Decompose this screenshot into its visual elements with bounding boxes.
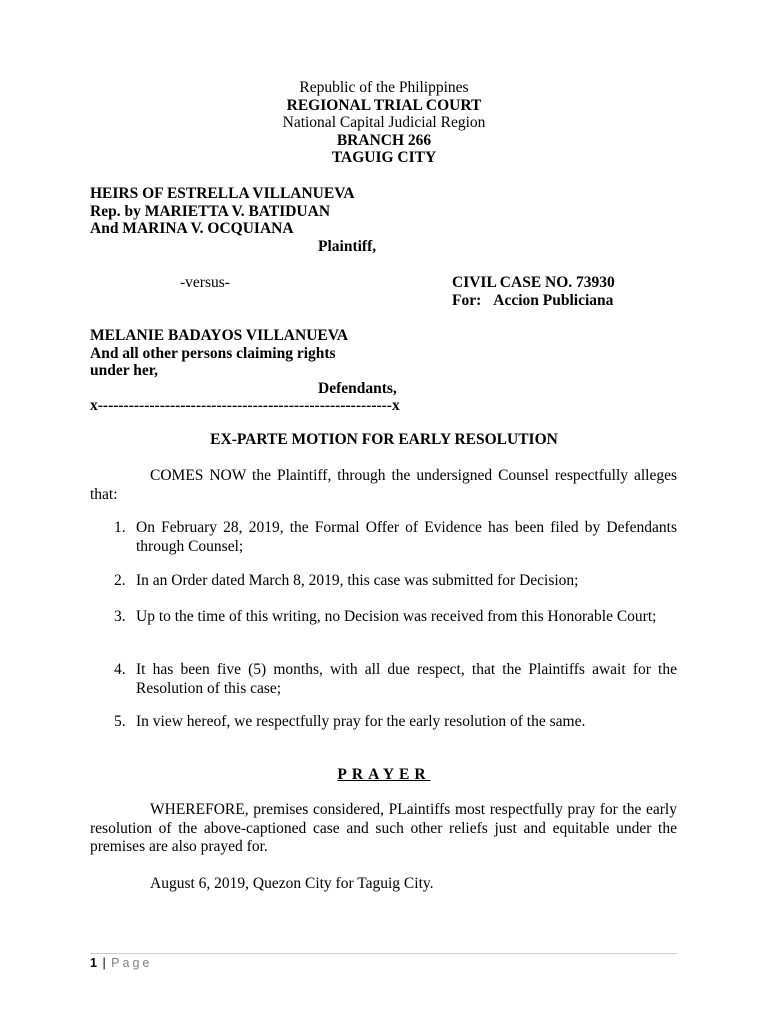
caption-separator: x---------------------------------------------------------x (90, 397, 400, 414)
defendant-role: Defendants, (318, 380, 397, 397)
footer-divider (90, 953, 677, 954)
item-number: 1. (114, 519, 126, 536)
prayer-heading: PRAYER (337, 766, 431, 783)
list-item (114, 713, 677, 732)
list-item (114, 608, 677, 627)
case-for-label: For: (452, 291, 482, 309)
case-number: CIVIL CASE NO. 73930 (452, 274, 615, 291)
item-number: 4. (114, 661, 126, 678)
item-number: 2. (114, 572, 126, 589)
city: TAGUIG CITY (331, 149, 437, 166)
judicial-region: National Capital Judicial Region (282, 114, 486, 131)
defendant-line-2: And all other persons claiming rights (90, 344, 336, 362)
case-for (452, 292, 615, 310)
defendant-block (90, 327, 348, 380)
plaintiff-block (90, 185, 355, 238)
case-info (452, 274, 615, 309)
plaintiff-line-1: HEIRS OF ESTRELLA VILLANUEVA (90, 185, 355, 202)
date-place-line: August 6, 2019, Quezon City for Taguig City. (150, 875, 434, 892)
court-header (0, 79, 768, 167)
item-text: Up to the time of this writing, no Decision was received from this Honorable Court; (136, 608, 657, 625)
list-item (114, 572, 677, 591)
item-number: 3. (114, 608, 126, 625)
item-number: 5. (114, 713, 126, 730)
page-word: Page (111, 956, 153, 970)
defendant-line-1: MELANIE BADAYOS VILLANUEVA (90, 327, 349, 344)
court-name: REGIONAL TRIAL COURT (286, 96, 482, 114)
branch: BRANCH 266 (336, 131, 432, 149)
list-item (114, 661, 677, 698)
republic-line: Republic of the Philippines (299, 79, 469, 96)
list-item (114, 519, 677, 556)
plaintiff-line-3: And MARINA V. OCQUIANA (90, 220, 294, 237)
intro-paragraph: COMES NOW the Plaintiff, through the undersigned Counsel respectfully alleges that: (90, 467, 677, 503)
item-text: In an Order dated March 8, 2019, this case was submitted for Decision; (136, 572, 579, 589)
plaintiff-line-2: Rep. by MARIETTA V. BATIDUAN (90, 202, 331, 220)
page-separator: | (102, 956, 106, 970)
page-footer (90, 956, 152, 970)
defendant-line-3: under her, (90, 362, 159, 379)
versus-label: -versus- (180, 274, 230, 291)
item-text: On February 28, 2019, the Formal Offer of Evidence has been filed by Defendants through Counsel; (136, 519, 677, 555)
prayer-paragraph: WHEREFORE, premises considered, PLaintiffs most respectfully pray for the early resolution of the above-captioned case and such other reliefs just and equitable under the premises are also prayed for. (90, 801, 677, 855)
item-text: It has been five (5) months, with all due respect, that the Plaintiffs await for the Resolution of this case; (136, 661, 677, 697)
case-for-value: Accion Publiciana (493, 291, 614, 309)
item-text: In view hereof, we respectfully pray for the early resolution of the same. (136, 713, 586, 730)
page-number: 1 (90, 956, 97, 970)
plaintiff-role: Plaintiff, (318, 238, 377, 255)
motion-title: EX-PARTE MOTION FOR EARLY RESOLUTION (210, 431, 558, 448)
